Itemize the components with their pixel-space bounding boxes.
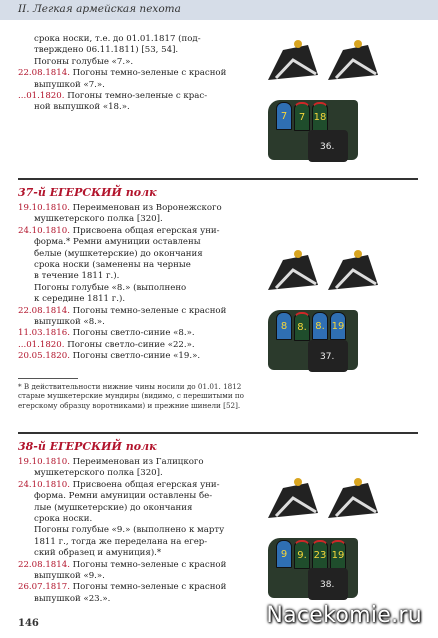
- entry-line: [18, 317, 238, 328]
- entry-line: [18, 340, 238, 351]
- entry-line: [18, 68, 238, 79]
- entry-line: [18, 102, 238, 113]
- entry-line: [18, 571, 238, 582]
- entry-text: ский образец и амуниция).*: [34, 548, 162, 559]
- section-38-text: [18, 457, 238, 605]
- entry-line: [18, 560, 238, 571]
- cartridge-pouch: [308, 568, 348, 600]
- entry-line: [18, 226, 238, 237]
- epaulette: 19: [330, 540, 346, 569]
- entry-line: [18, 271, 238, 282]
- entry-line: [18, 214, 238, 225]
- entry-text: Переименован из Воронежского: [72, 203, 222, 213]
- entry-date: 22.08.1814.: [18, 305, 73, 316]
- entry-line: [18, 537, 238, 548]
- epaulette: 18: [312, 102, 328, 131]
- shako-illustration: [258, 468, 428, 538]
- entry-line: [18, 80, 238, 91]
- entry-text: ной выпушкой «18.».: [34, 102, 130, 113]
- entry-line: [18, 237, 238, 248]
- pouch-number: 37.: [320, 352, 335, 362]
- section-title-37: 37-й ЕГЕРСКИЙ полк: [18, 186, 157, 199]
- entry-line: [18, 457, 238, 468]
- entry-line: [18, 548, 238, 559]
- entry-date: 22.08.1814.: [18, 559, 73, 570]
- entry-line: [18, 57, 238, 68]
- cartridge-pouch: [308, 130, 348, 162]
- shako-illustration: [258, 240, 428, 310]
- entry-text: выпушкой «9.».: [34, 571, 105, 582]
- entry-date: 24.10.1810.: [18, 479, 73, 490]
- uniform-figure: [258, 468, 428, 608]
- watermark: Nacekomie.ru: [266, 603, 422, 628]
- entry-line: [18, 480, 238, 491]
- entry-line: [18, 283, 238, 294]
- running-header: [0, 0, 438, 20]
- entry-text: Присвоена общая егерская уни-: [72, 225, 220, 236]
- epaulette: 19: [330, 312, 346, 340]
- entry-date: 19.10.1810.: [18, 203, 73, 213]
- entry-line: [18, 468, 238, 479]
- entry-line: [18, 491, 238, 502]
- footnote-rule: [18, 378, 78, 379]
- entry-line: [18, 294, 238, 305]
- uniform-figure: [258, 30, 428, 170]
- entry-line: [18, 351, 238, 362]
- entry-text: Погоны темно-зеленые с красной: [72, 559, 227, 570]
- entry-text: выпушкой «7.».: [34, 79, 105, 90]
- running-header-title: II. Легкая армейская пехота: [18, 3, 181, 15]
- entry-text: Погоны светло-синие «8.».: [72, 328, 195, 339]
- pouch-number: 36.: [320, 142, 335, 152]
- entry-line: [18, 328, 238, 339]
- entry-text: Погоны голубые «7.».: [34, 56, 134, 67]
- entry-text: Погоны темно-зеленые с красной: [72, 582, 227, 593]
- entry-line: [18, 203, 238, 214]
- section-divider: [18, 178, 418, 180]
- entry-text: форма.* Ремни амуниции оставлены: [34, 237, 201, 248]
- entry-date: ...01.1820.: [18, 339, 68, 350]
- section-continued-text: [18, 34, 238, 114]
- entry-date: 20.05.1820.: [18, 351, 73, 362]
- entry-text: Погоны голубые «8.» (выполнено: [34, 282, 187, 293]
- entry-text: Погоны темно-зеленые с крас-: [67, 91, 208, 102]
- page-number: 146: [18, 618, 39, 629]
- entry-text: срока носки.: [34, 514, 93, 525]
- section-divider: [18, 432, 418, 434]
- entry-date: 22.08.1814.: [18, 68, 73, 79]
- entry-text: Погоны светло-синие «19.».: [72, 351, 201, 362]
- entry-text: в течение 1811 г.).: [34, 271, 120, 282]
- entry-date: 26.07.1817.: [18, 582, 73, 593]
- section-title-38: 38-й ЕГЕРСКИЙ полк: [18, 440, 157, 453]
- entry-text: Переименован из Галицкого: [72, 457, 204, 467]
- entry-text: белые (мушкетерские) до окончания: [34, 248, 203, 259]
- entry-line: [18, 582, 238, 593]
- entry-date: 24.10.1810.: [18, 225, 73, 236]
- entry-line: [18, 514, 238, 525]
- entry-text: выпушкой «23.».: [34, 593, 111, 604]
- epaulette: 9.: [294, 540, 310, 569]
- epaulette: 7: [276, 102, 292, 130]
- epaulette: 7: [294, 102, 310, 131]
- entry-text: Погоны голубые «9.» (выполнено к марту: [34, 525, 225, 536]
- entry-text: 1811 г., тогда же переделана на егер-: [34, 536, 208, 547]
- entry-text: выпушкой «8.».: [34, 317, 105, 328]
- entry-line: [18, 525, 238, 536]
- entry-text: к середине 1811 г.).: [34, 294, 126, 305]
- cartridge-pouch: [308, 340, 348, 372]
- entry-date: 11.03.1816.: [18, 328, 73, 339]
- entry-text: срока носки, т.е. до 01.01.1817 (под-: [34, 34, 201, 44]
- entry-text: Погоны светло-синие «22.».: [67, 339, 195, 350]
- entry-line: [18, 503, 238, 514]
- entry-line: [18, 249, 238, 260]
- entry-text: мушкетерского полка [320].: [34, 214, 163, 225]
- uniform-figure: [258, 240, 428, 380]
- entry-line: [18, 91, 238, 102]
- entry-date: 19.10.1810.: [18, 457, 73, 467]
- entry-line: [18, 34, 238, 45]
- entry-line: [18, 594, 238, 605]
- section-37-text: [18, 203, 238, 363]
- entry-text: лые (мушкетерские) до окончания: [34, 502, 193, 513]
- epaulette: 8.: [294, 312, 310, 341]
- epaulette: 9: [276, 540, 292, 568]
- entry-date: ...01.1820.: [18, 91, 68, 102]
- epaulette: 8: [276, 312, 292, 340]
- footnote: * В действительности нижние чины носили до 01.01. 1812 старые мушкетерские мундиры (видимо, с перешитыми по егерскому образцу воротниками) и прежние шинели [52].: [18, 382, 245, 410]
- entry-text: форма. Ремни амуниции оставлены бе-: [34, 491, 213, 502]
- entry-text: Погоны темно-зеленые с красной: [72, 68, 227, 79]
- entry-text: срока носки (заменены на черные: [34, 260, 191, 271]
- entry-line: [18, 306, 238, 317]
- shako-illustration: [258, 30, 428, 100]
- entry-text: мушкетерского полка [320].: [34, 468, 163, 479]
- entry-text: тверждено 06.11.1811) [53, 54].: [34, 45, 179, 56]
- entry-line: [18, 45, 238, 56]
- entry-text: Присвоена общая егерская уни-: [72, 479, 220, 490]
- entry-text: Погоны темно-зеленые с красной: [72, 305, 227, 316]
- entry-line: [18, 260, 238, 271]
- epaulette: 8.: [312, 312, 328, 340]
- pouch-number: 38.: [320, 580, 335, 590]
- epaulette: 23: [312, 540, 328, 569]
